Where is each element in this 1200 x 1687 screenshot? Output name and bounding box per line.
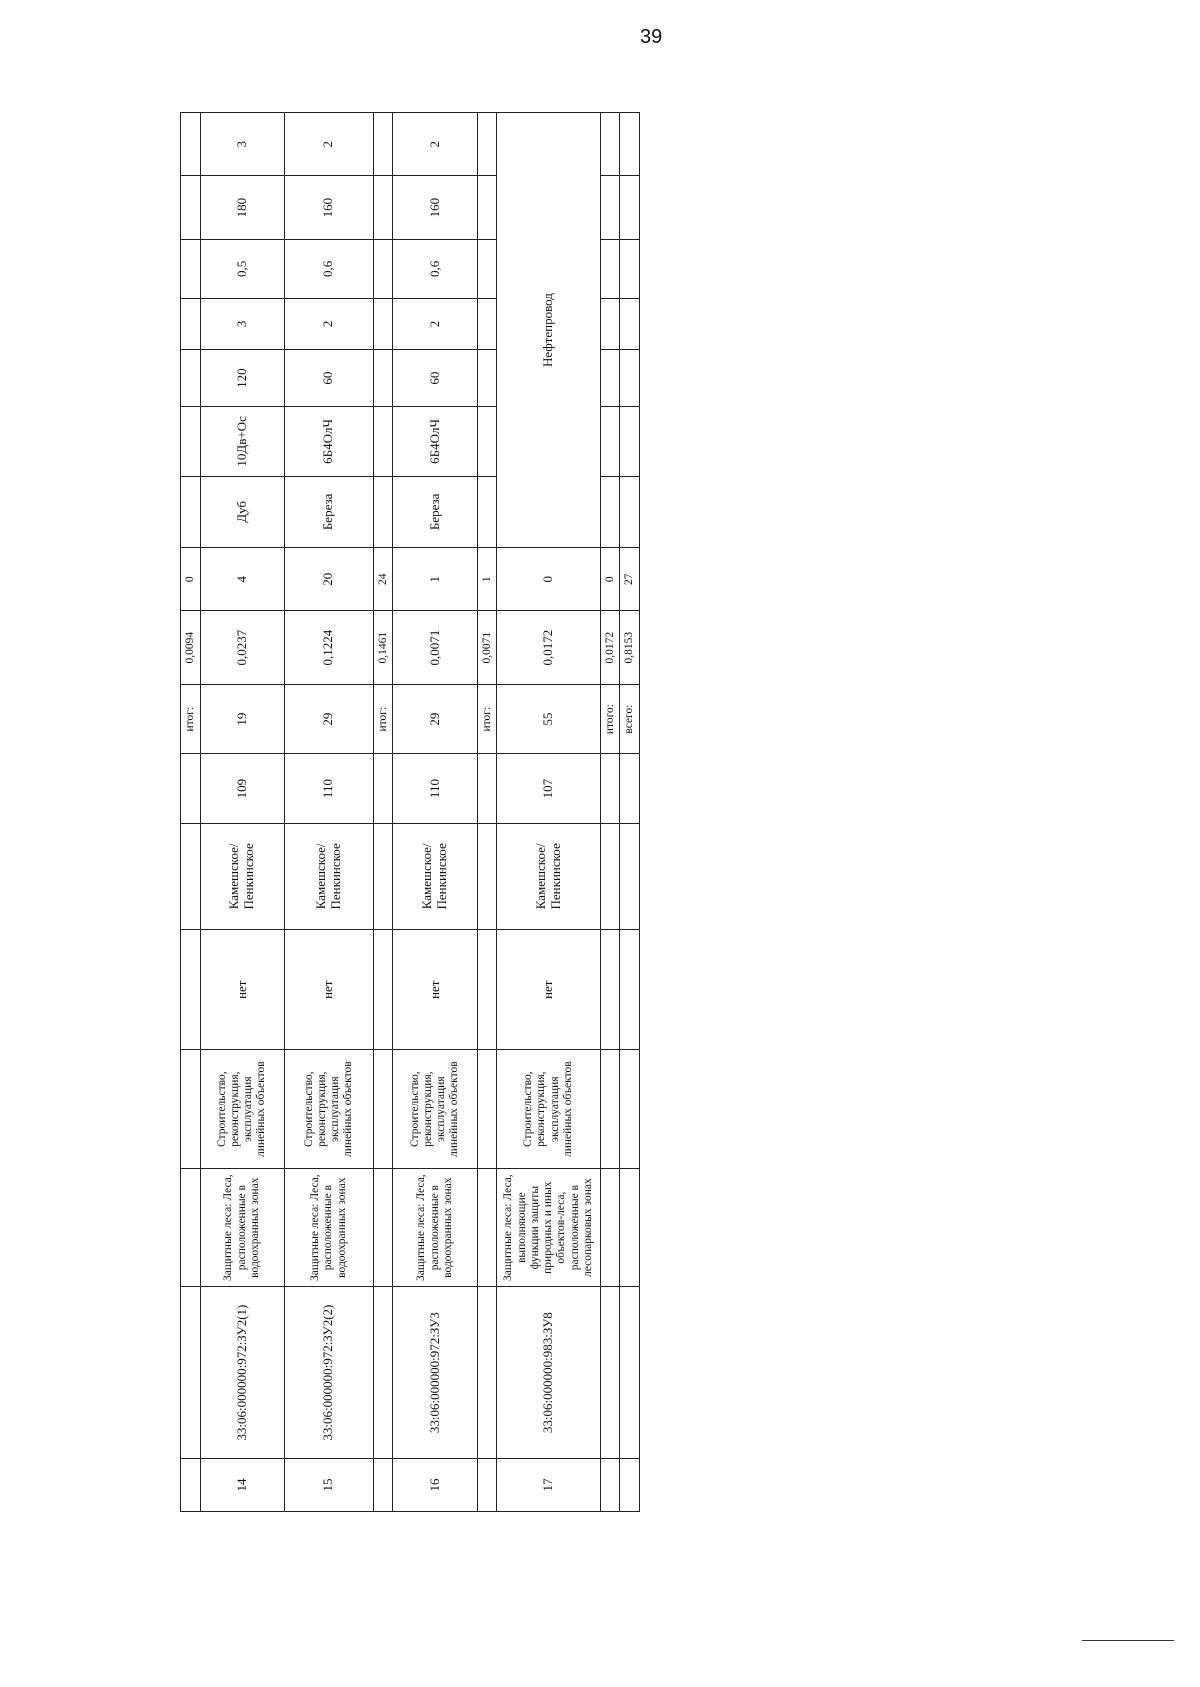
cell-category: Защитные леса: Леса, расположенные в водоохранных зонах (285, 1168, 374, 1286)
subtotal-area: 0,0094 (181, 611, 201, 685)
cell-composition: 6Б4ОлЧ (393, 407, 478, 476)
cell-volume: 4 (200, 548, 285, 611)
cell-age: 60 (393, 350, 478, 407)
table-row-subtotal-top (181, 113, 201, 1512)
cell-area: 0,0237 (200, 611, 285, 685)
cell-volume: 20 (285, 548, 374, 611)
subtotal-label: итог: (373, 684, 393, 753)
cell-cadastral: 33:06:000000:972:ЗУ3 (393, 1287, 478, 1459)
cell-no: 17 (497, 1458, 601, 1511)
cell-class: 3 (200, 113, 285, 176)
table-row-16 (393, 113, 478, 1512)
cell-species: Дуб (200, 476, 285, 547)
cell-area: 0,0172 (497, 611, 601, 685)
cell-category: Защитные леса: Леса, выполняющие функции защиты природных и иных объектов-леса, расположенные в лесопарковых зонах (497, 1168, 601, 1286)
cell-protected: нет (393, 929, 478, 1049)
grand-total-volume: 27 (620, 548, 640, 611)
cell-class: 2 (393, 113, 478, 176)
cell-bonitet: 2 (285, 298, 374, 349)
cell-quarter: 110 (285, 754, 374, 823)
grand-total-area: 0,8153 (620, 611, 640, 685)
subtotal-volume: 0 (600, 548, 620, 611)
subtotal-label: итог: (181, 684, 201, 753)
cell-cadastral: 33:06:000000:972:ЗУ2(2) (285, 1287, 374, 1459)
cell-age: 60 (285, 350, 374, 407)
cell-no: 16 (393, 1458, 478, 1511)
subtotal-area: 0,0071 (477, 611, 497, 685)
page-number: 39 (640, 26, 663, 48)
cell-stock: 160 (285, 176, 374, 239)
cell-purpose: Строительство, реконструкция, эксплуатация линейных объектов (200, 1050, 285, 1168)
grand-total-label: всего: (620, 684, 640, 753)
cell-composition: 10Дв+Ос (200, 407, 285, 476)
cell-area: 0,1224 (285, 611, 374, 685)
cell-density: 0,6 (285, 239, 374, 298)
cell-category: Защитные леса: Леса, расположенные в водоохранных зонах (393, 1168, 478, 1286)
footer-divider (1082, 1640, 1174, 1641)
cell-density: 0,6 (393, 239, 478, 298)
cell-species: Береза (393, 476, 478, 547)
cell-bonitet: 3 (200, 298, 285, 349)
cell-purpose: Строительство, реконструкция, эксплуатация линейных объектов (285, 1050, 374, 1168)
cell-protected: нет (200, 929, 285, 1049)
cell-protected: нет (497, 929, 601, 1049)
cell-forestry: Камешское/ Пенкинское (285, 823, 374, 929)
cell-no: 15 (285, 1458, 374, 1511)
table-row-subtotal-16 (477, 113, 497, 1512)
cell-stock: 160 (393, 176, 478, 239)
table-row-17 (497, 113, 601, 1512)
cell-density: 0,5 (200, 239, 285, 298)
cell-cadastral: 33:06:000000:972:ЗУ2(1) (200, 1287, 285, 1459)
forest-plots-table (180, 112, 640, 1512)
cell-division: 29 (393, 684, 478, 753)
table-row-14 (200, 113, 285, 1512)
cell-bonitet: 2 (393, 298, 478, 349)
cell-stock: 180 (200, 176, 285, 239)
subtotal-label: итог: (477, 684, 497, 753)
cell-division: 29 (285, 684, 374, 753)
cell-forestry: Камешское/ Пенкинское (497, 823, 601, 929)
cell-cadastral: 33:06:000000:983:ЗУ8 (497, 1287, 601, 1459)
subtotal-volume: 0 (181, 548, 201, 611)
cell-age: 120 (200, 350, 285, 407)
cell-forestry: Камешское/ Пенкинское (393, 823, 478, 929)
table-row-15 (285, 113, 374, 1512)
cell-no: 14 (200, 1458, 285, 1511)
cell-category: Защитные леса: Леса, расположенные в водоохранных зонах (200, 1168, 285, 1286)
cell-purpose: Строительство, реконструкция, эксплуатация линейных объектов (497, 1050, 601, 1168)
cell-composition: 6Б4ОлЧ (285, 407, 374, 476)
cell-note: Нефтепровод (497, 113, 601, 548)
cell-area: 0,0071 (393, 611, 478, 685)
cell-division: 55 (497, 684, 601, 753)
cell-quarter: 109 (200, 754, 285, 823)
cell-quarter: 110 (393, 754, 478, 823)
cell-purpose: Строительство, реконструкция, эксплуатация линейных объектов (393, 1050, 478, 1168)
cell-division: 19 (200, 684, 285, 753)
rotated-table (180, 112, 640, 1512)
cell-species: Береза (285, 476, 374, 547)
table-row-grand-total (620, 113, 640, 1512)
table-row-subtotal-17 (600, 113, 620, 1512)
subtotal-volume: 24 (373, 548, 393, 611)
subtotal-volume: 1 (477, 548, 497, 611)
cell-protected: нет (285, 929, 374, 1049)
cell-forestry: Камешское/ Пенкинское (200, 823, 285, 929)
subtotal-area: 0,0172 (600, 611, 620, 685)
subtotal-area: 0,1461 (373, 611, 393, 685)
cell-class: 2 (285, 113, 374, 176)
cell-quarter: 107 (497, 754, 601, 823)
cell-volume: 1 (393, 548, 478, 611)
cell-volume: 0 (497, 548, 601, 611)
table-row-subtotal-15 (373, 113, 393, 1512)
subtotal-label: итого: (600, 684, 620, 753)
